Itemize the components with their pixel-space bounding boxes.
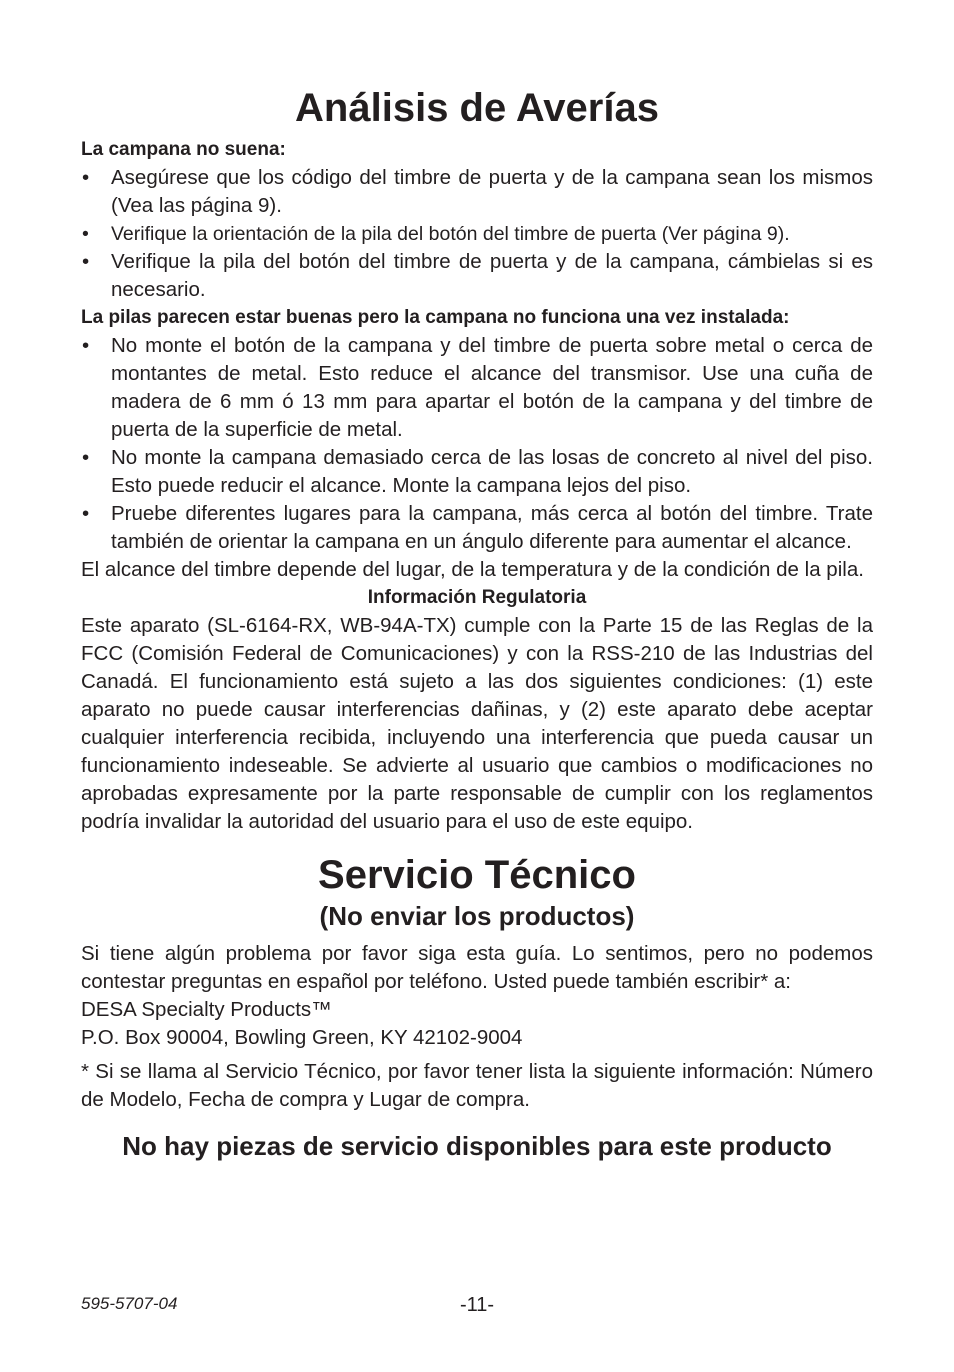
section1-list [81,164,873,304]
list-item [81,164,873,220]
page-number: -11- [459,1294,495,1316]
section1-heading: La campana no suena: [81,139,286,160]
no-parts-notice: No hay piezas de servicio disponibles para este producto [122,1131,832,1161]
page-content [81,84,873,1164]
troubleshooting-title: Análisis de Averías [295,86,659,130]
section2-list [81,332,873,556]
bullet-icon: • [82,334,90,357]
service-intro: Si tiene algún problema por favor siga esta guía. Lo sentimos, pero no podemos contestar preguntas en español por teléfono. Usted puede también escribir* a: [81,942,873,993]
list-item [81,444,873,500]
list-item [81,220,873,248]
company-name: DESA Specialty Products™ [81,998,332,1021]
bullet-icon: • [82,223,89,245]
regulatory-heading: Información Regulatoria [367,587,587,608]
list-item [81,248,873,304]
document-code: 595-5707-04 [81,1294,178,1313]
service-title: Servicio Técnico [318,853,636,897]
list-item [81,332,873,444]
regulatory-text: Este aparato (SL-6164-RX, WB-94A-TX) cumple con la Parte 15 de las Reglas de la FCC (Comisión Federal de Comunicaciones) y con la RSS-210 de las Industrias del Canadá. El funcionamiento está sujeto a las dos siguientes condiciones: (1) este aparato no puede causar interferencias dañinas, y (2) este aparato debe aceptar cualquier interferencia recibida, incluyendo una interferencia que pueda causar un funcionamiento indeseable. Se advierte al usuario que cambios o modificaciones no aprobadas expresamente por la parte responsable de cumplir con los reglamentos podría invalidar la autoridad del usuario para el uso de este equipo. [81,614,873,833]
range-note: El alcance del timbre depende del lugar, de la temperatura y de la condición de la pila. [81,558,864,581]
mailing-address: P.O. Box 90004, Bowling Green, KY 42102-9004 [81,1026,523,1049]
list-item [81,500,873,556]
bullet-icon: • [82,502,90,525]
section2-heading: La pilas parecen estar buenas pero la campana no funciona una vez instalada: [81,307,790,328]
bullet-icon: • [82,166,90,189]
service-subtitle: (No enviar los productos) [319,901,635,931]
list-item-text: Verifique la pila del botón del timbre de puerta y de la campana, cámbielas si es necesario. [111,250,873,301]
bullet-icon: • [82,446,90,469]
list-item-text: No monte la campana demasiado cerca de las losas de concreto al nivel del piso. Esto puede reducir el alcance. Monte la campana lejos del piso. [111,446,873,497]
list-item-text: Pruebe diferentes lugares para la campana, más cerca al botón del timbre. Trate también de orientar la campana en un ángulo diferente para aumentar el alcance. [111,502,873,553]
list-item-text: Verifique la orientación de la pila del botón del timbre de puerta (Ver página 9). [111,223,790,245]
list-item-text: Asegúrese que los código del timbre de puerta y de la campana sean los mismos (Vea las página 9). [111,166,873,217]
bullet-icon: • [82,250,90,273]
list-item-text: No monte el botón de la campana y del timbre de puerta sobre metal o cerca de montantes de metal. Esto reduce el alcance del transmisor. Use una cuña de madera de 6 mm ó 13 mm para apartar el botón de la campana y del timbre de puerta de la superficie de metal. [111,334,873,441]
service-footnote: * Si se llama al Servicio Técnico, por favor tener lista la siguiente información: Número de Modelo, Fecha de compra y Lugar de compra. [81,1060,873,1111]
